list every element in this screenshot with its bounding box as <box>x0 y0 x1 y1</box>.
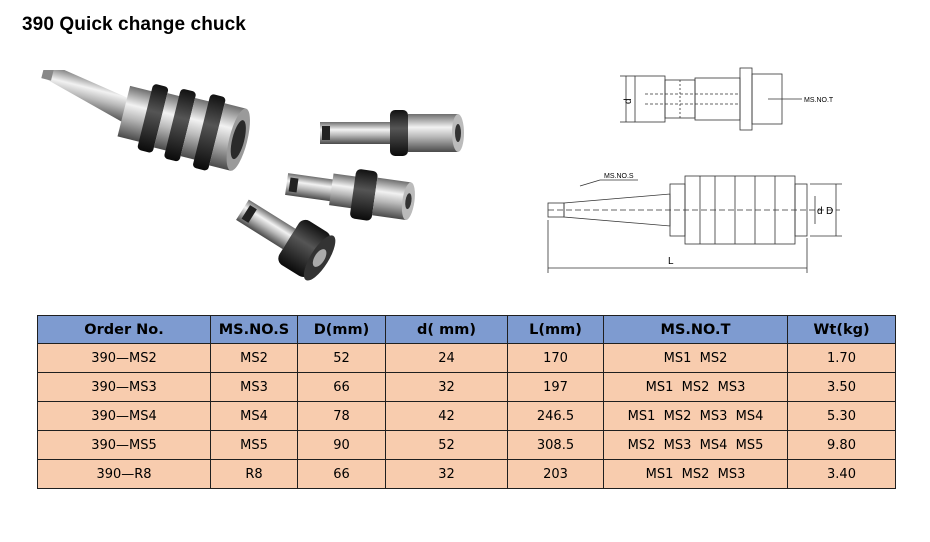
cell-ms-no-s: R8 <box>211 460 298 489</box>
tool-holder-photo-1 <box>320 110 464 156</box>
cell-weight: 3.40 <box>788 460 896 489</box>
header-ms-no-t: MS.NO.T <box>604 316 788 344</box>
cell-weight: 1.70 <box>788 344 896 373</box>
chuck-photo-large <box>30 70 256 179</box>
cell-d-inner: 52 <box>386 431 508 460</box>
drawing-label-ms-s: MS.NO.S <box>604 173 634 180</box>
header-ms-no-s: MS.NO.S <box>211 316 298 344</box>
tool-holder-photo-3 <box>229 188 341 285</box>
cell-d-outer: 78 <box>298 402 386 431</box>
cell-d-inner: 32 <box>386 373 508 402</box>
cell-d-inner: 24 <box>386 344 508 373</box>
cell-weight: 3.50 <box>788 373 896 402</box>
table-row <box>38 431 896 460</box>
cell-order-no: 390—MS4 <box>38 402 211 431</box>
cell-ms-no-t: MS1 MS2 MS3 MS4 <box>604 402 788 431</box>
cell-d-inner: 42 <box>386 402 508 431</box>
header-length: L(mm) <box>508 316 604 344</box>
drawing-label-D: D <box>826 206 834 217</box>
drawing-label-d-bottom: d <box>817 206 823 217</box>
cell-ms-no-t: MS2 MS3 MS4 MS5 <box>604 431 788 460</box>
cell-ms-no-s: MS2 <box>211 344 298 373</box>
cell-ms-no-s: MS4 <box>211 402 298 431</box>
table-row <box>38 460 896 489</box>
cell-d-outer: 66 <box>298 460 386 489</box>
header-order-no: Order No. <box>38 316 211 344</box>
cell-length: 170 <box>508 344 604 373</box>
technical-drawings <box>540 58 870 283</box>
cell-d-outer: 52 <box>298 344 386 373</box>
cell-length: 308.5 <box>508 431 604 460</box>
drawing-label-ms-t: MS.NO.T <box>804 97 834 104</box>
cell-weight: 9.80 <box>788 431 896 460</box>
spec-table <box>37 315 896 489</box>
drawing-label-L: L <box>668 256 674 267</box>
cell-length: 203 <box>508 460 604 489</box>
header-d-outer: D(mm) <box>298 316 386 344</box>
cell-length: 197 <box>508 373 604 402</box>
cell-order-no: 390—R8 <box>38 460 211 489</box>
cell-d-outer: 66 <box>298 373 386 402</box>
product-photos <box>30 70 480 300</box>
table-row <box>38 373 896 402</box>
cell-ms-no-s: MS3 <box>211 373 298 402</box>
cell-weight: 5.30 <box>788 402 896 431</box>
cell-order-no: 390—MS3 <box>38 373 211 402</box>
cell-ms-no-t: MS1 MS2 MS3 <box>604 373 788 402</box>
table-row <box>38 402 896 431</box>
header-weight: Wt(kg) <box>788 316 896 344</box>
cell-ms-no-s: MS5 <box>211 431 298 460</box>
cell-order-no: 390—MS2 <box>38 344 211 373</box>
cell-order-no: 390—MS5 <box>38 431 211 460</box>
cell-d-inner: 32 <box>386 460 508 489</box>
cell-length: 246.5 <box>508 402 604 431</box>
tool-holder-photo-2 <box>283 159 418 226</box>
table-header-row <box>38 316 896 344</box>
page-title: 390 Quick change chuck <box>22 14 246 35</box>
table-row <box>38 344 896 373</box>
cell-ms-no-t: MS1 MS2 MS3 <box>604 460 788 489</box>
drawing-label-d-top: d <box>623 98 634 104</box>
cell-ms-no-t: MS1 MS2 <box>604 344 788 373</box>
header-d-inner: d( mm) <box>386 316 508 344</box>
cell-d-outer: 90 <box>298 431 386 460</box>
